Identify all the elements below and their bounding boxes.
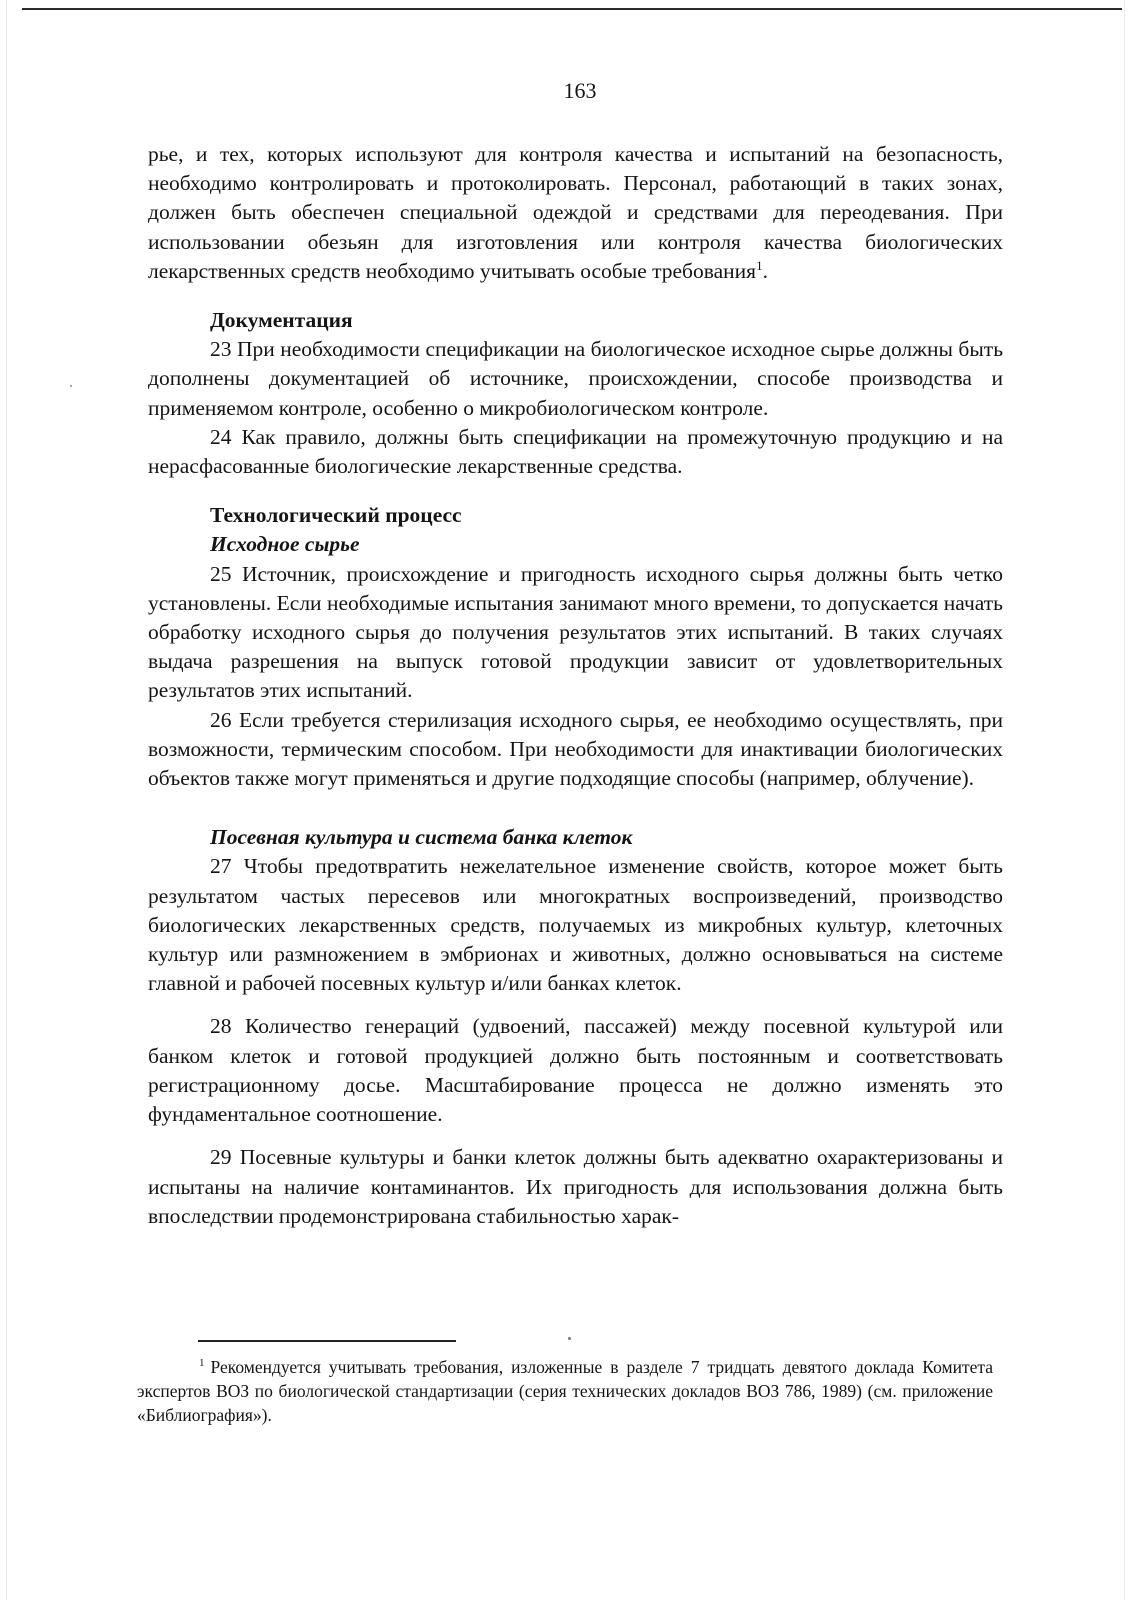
paragraph-intro — [148, 140, 1003, 286]
paragraph-29: 29 Посевные культуры и банки клеток должны быть адекватно охарактеризованы и испытаны на наличие контаминантов. Их пригодность для использования должна быть впоследствии продемонстрирована стабильностью харак- — [148, 1145, 1003, 1228]
footnote-text-block — [137, 1355, 993, 1427]
scan-speck — [568, 1337, 571, 1340]
footnote-separator — [198, 1340, 456, 1342]
paragraph-24: 24 Как правило, должны быть спецификации на промежуточную продукцию и на нерасфасованные биологические лекарственные средства. — [148, 424, 1003, 479]
scan-left-edge — [6, 0, 7, 1600]
heading-documentation: Документация — [210, 308, 353, 333]
paragraph-26: 26 Если требуется стерилизация исходного сырья, ее необходимо осуществлять, при возможности, термическим способом. При необходимости для инактивации биологических объектов также могут применяться и другие подходящие способы (например, облучение). — [148, 707, 1003, 791]
footnote-reference[interactable]: 1 — [756, 257, 763, 273]
scan-right-edge — [1124, 0, 1125, 1600]
top-rule — [22, 8, 1122, 10]
paragraph-23: 23 При необходимости спецификации на биологическое исходное сырье должны быть дополнены документацией об источнике, происхождении, способе производства и применяемом контроле, особенно о микробиологическом контроле. — [148, 337, 1003, 420]
page-body — [148, 140, 1003, 1231]
paragraph-25: 25 Источник, происхождение и пригодность исходного сырья должны быть четко установлены. Если необходимые испытания занимают много времени, то допускается начать обработку исходного сырья до получения результатов этих испытаний. В таких случаях выдача разрешения на выпуск готовой продукции зависит от удовлетворительных результатов этих испытаний. — [148, 561, 1003, 703]
paragraph-27: 27 Чтобы предотвратить нежелательное изменение свойств, которое может быть результатом частых пересевов или многократных воспроизведений, производство биологических лекарственных средств, получаемых из микробных культур, клеточных культур или размножением в эмбрионах и животных, должно основываться на системе главной и рабочей посевных культур и/или банках клеток. — [148, 854, 1003, 996]
scan-speck — [70, 385, 72, 387]
page-number: 163 — [563, 78, 597, 103]
subheading-seed-culture: Посевная культура и система банка клеток — [210, 825, 633, 850]
footnote-text: Рекомендуется учитывать требования, изложенные в разделе 7 тридцать девятого доклада Комитета экспертов ВОЗ по биологической стандартизации (серия технических докладов ВОЗ 786, 1989) (см. приложение «Библиография»). — [137, 1357, 993, 1425]
heading-technological-process: Технологический процесс — [210, 503, 462, 528]
paragraph-intro-text: рье, и тех, которых используют для контроля качества и испытаний на безопасность, необходимо контролировать и протоколировать. Персонал, работающий в таких зонах, должен быть обеспечен специальной одеждой и средствами для переодевания. При использовании обезьян для изготовления или контроля качества биологических лекарственных средств необходимо учитывать особые требования — [148, 142, 1003, 283]
paragraph-intro-end: . — [762, 258, 768, 283]
footnote — [137, 1355, 993, 1427]
footnote-mark: 1 — [199, 1357, 205, 1370]
subheading-raw-material: Исходное сырье — [210, 532, 360, 557]
paragraph-28: 28 Количество генераций (удвоений, пассажей) между посевной культурой или банком клеток и готовой продукцией должно быть постоянным и соответствовать регистрационному досье. Масштабирование процесса не должно изменять это фундаментальное соотношение. — [148, 1014, 1003, 1127]
